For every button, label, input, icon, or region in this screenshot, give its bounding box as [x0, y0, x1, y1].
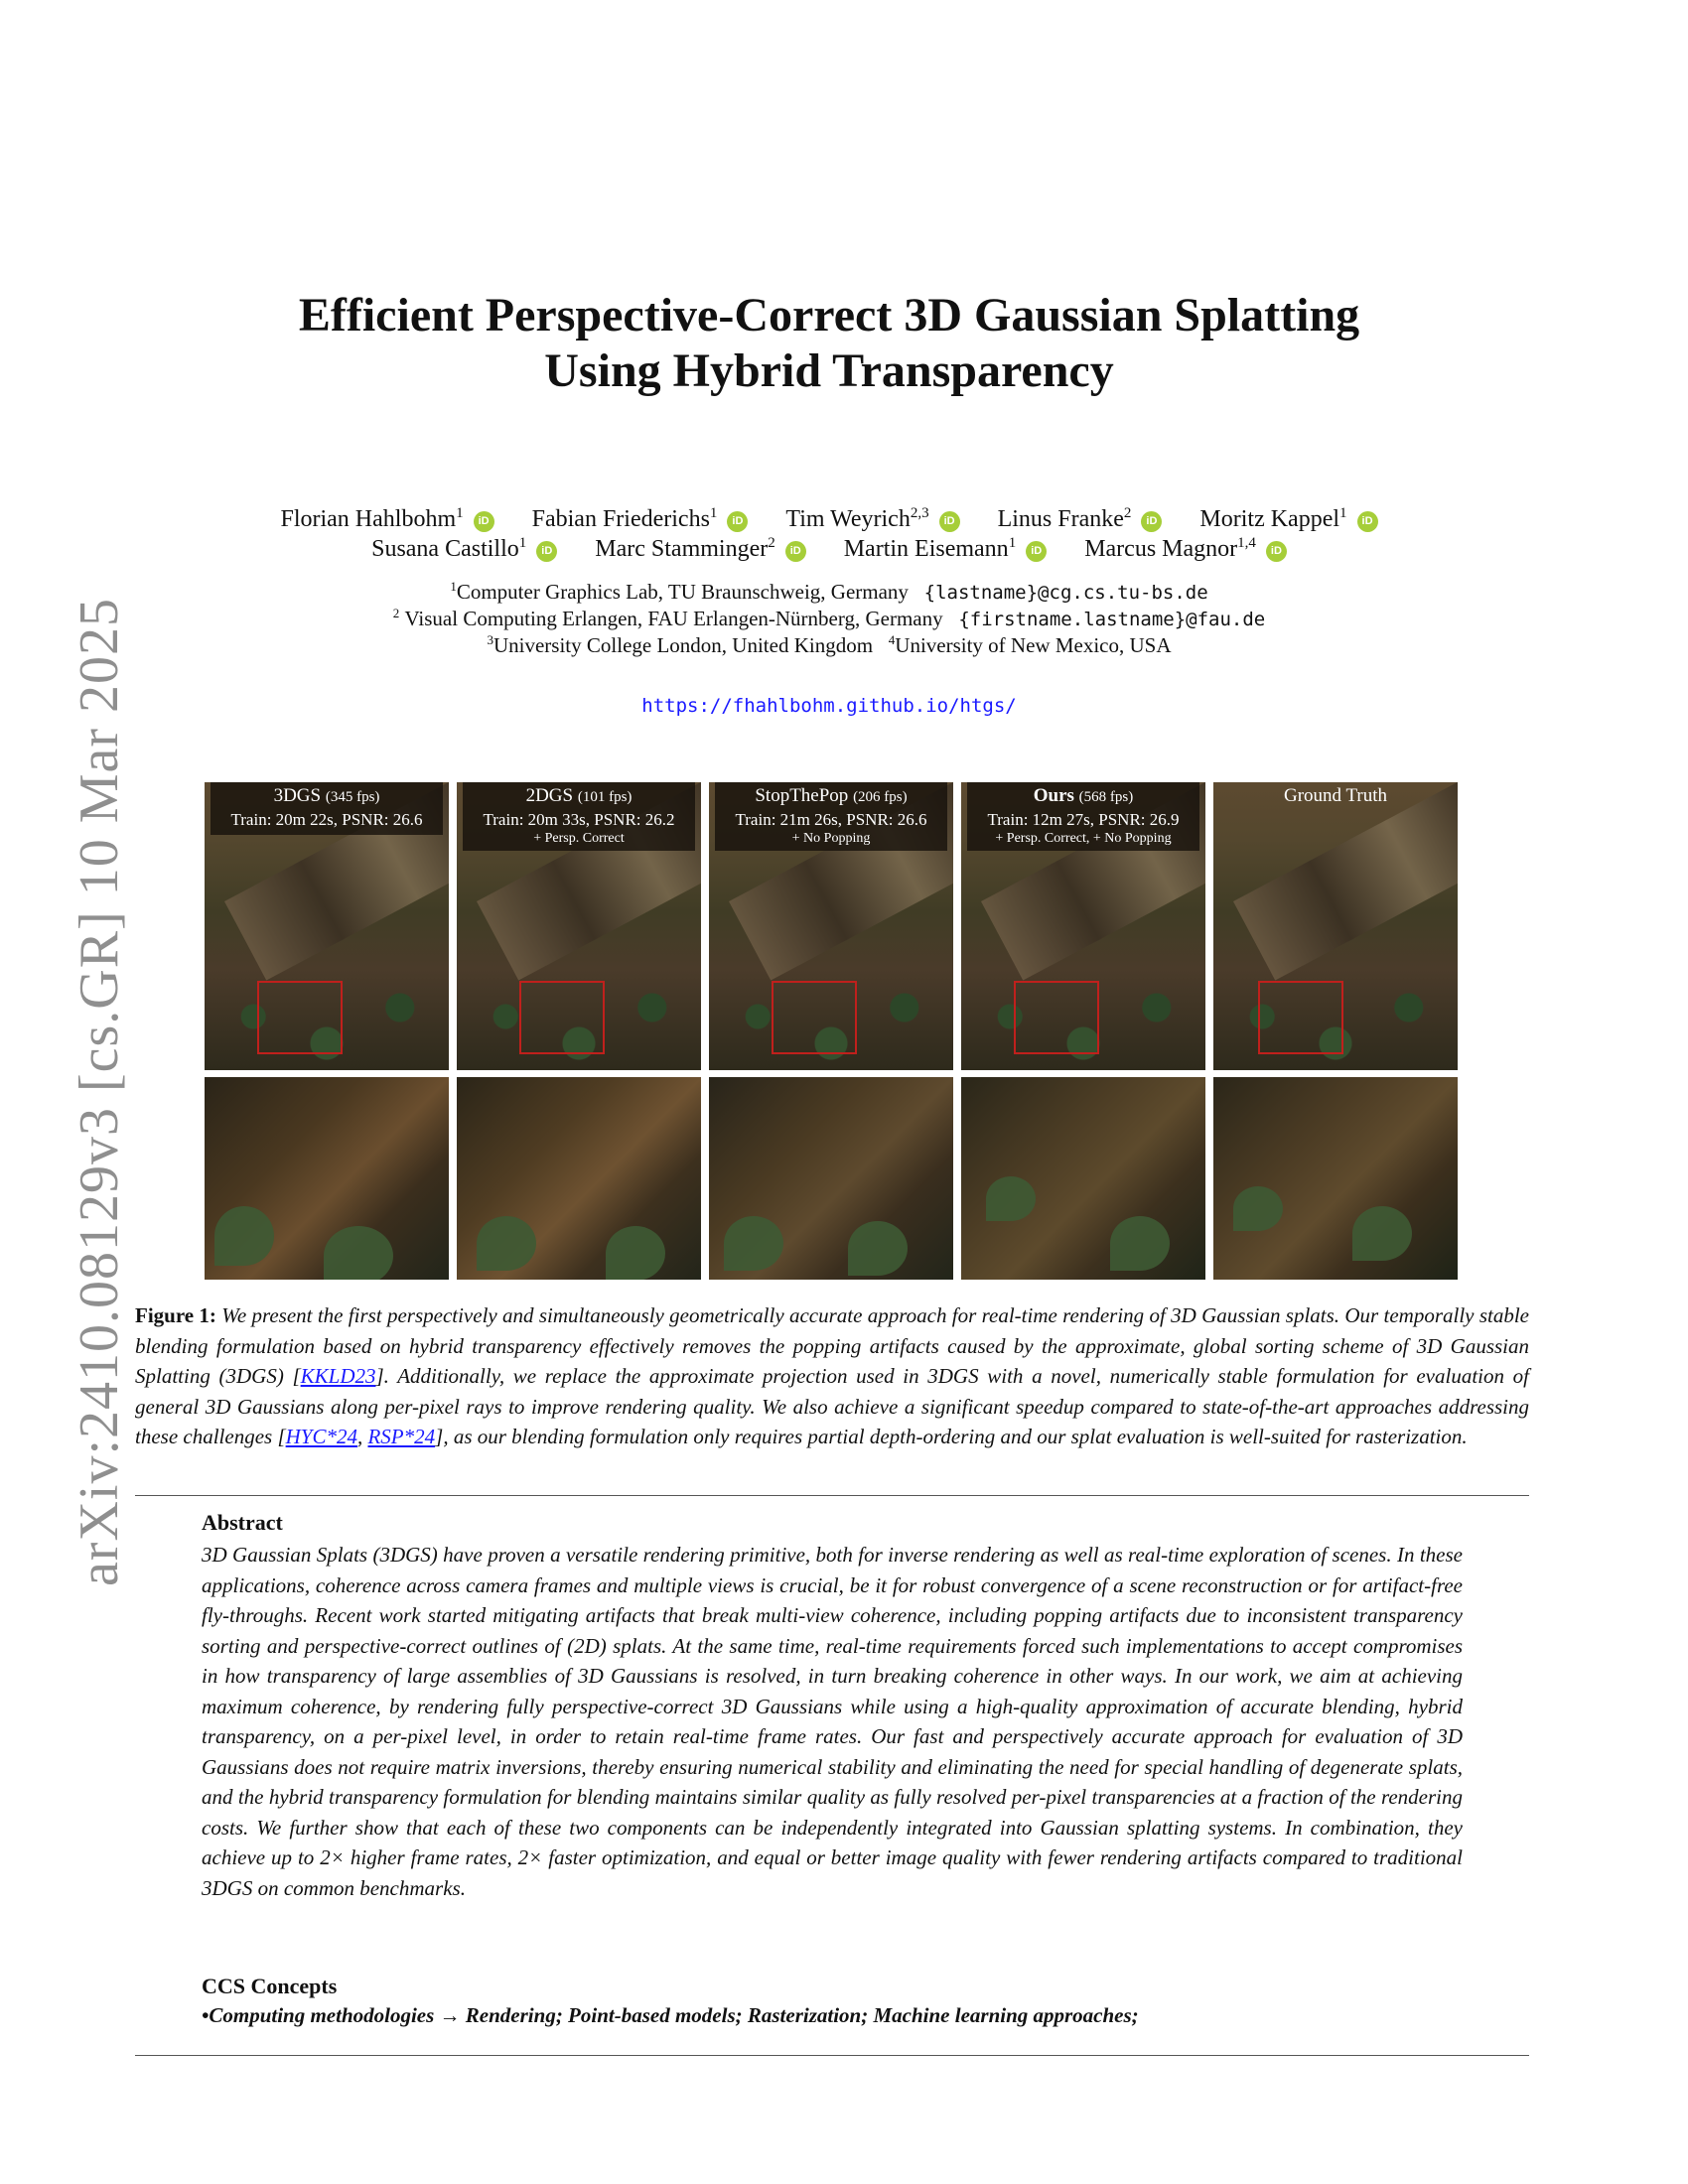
author-name: Marc Stamminger: [595, 536, 769, 562]
author-affil-sup: 2: [1123, 505, 1132, 521]
caption-text: ]. Additionally, we replace the approximate projection used in 3DGS with a novel, numerically stable formulation for evaluation of general 3D Gaussians along per-pixel rays to improve rendering quality. We also achieve a significant speedup compared to state-of-the-art approaches addressing these challenges [: [135, 1364, 1529, 1448]
author-affil-sup: 2,3: [910, 505, 929, 521]
citation-link[interactable]: KKLD23: [300, 1364, 376, 1388]
zoom-region-box: [1258, 981, 1343, 1054]
abstract-text: 3D Gaussian Splats (3DGS) have proven a versatile rendering primitive, both for inverse rendering as well as real-time exploration of scenes. In these applications, coherence across camera frames and multiple views is crucial, be it for robust convergence of a scene reconstruction or for artifact-free fly-throughs. Recent work started mitigating artifacts that break multi-view coherence, including popping artifacts due to inconsistent transparency sorting and perspective-correct outlines of (2D) splats. At the same time, real-time requirements forced such implementations to accept compromises in how transparency of large assemblies of 3D Gaussians is resolved, in turn breaking coherence in other ways. In our work, we aim at achieving maximum coherence, by rendering fully perspective-correct 3D Gaussians while using a high-quality approximation of accurate blending, hybrid transparency, on a per-pixel level, in order to retain real-time frame rates. Our fast and perspectively accurate approach for evaluation of 3D Gaussians does not require matrix inversions, thereby ensuring numerical stability and eliminating the need for special handling of degenerate splats, and the hybrid transparency formulation for blending maintains similar quality as fully resolved per-pixel transparencies at a fraction of the rendering costs. We further show that each of these two components can be independently integrated into Gaussian splatting systems. In combination, they achieve up to 2× higher frame rates, 2× faster optimization, and equal or better image quality with fewer rendering artifacts compared to traditional 3DGS on common benchmarks.: [202, 1543, 1463, 1900]
authors-row-2: [0, 528, 1658, 564]
leaf-shape: [724, 1216, 783, 1271]
method-fps: (101 fps): [577, 789, 633, 805]
method-feature-note: + No Popping: [791, 831, 871, 846]
zoom-region-box: [519, 981, 605, 1054]
author-affil-sup: 1: [518, 535, 527, 551]
leaf-shape: [477, 1216, 536, 1271]
affil-text: University of New Mexico, USA: [895, 633, 1172, 657]
method-train-stats: Train: 20m 33s, PSNR: 26.2: [483, 810, 675, 829]
panel-label: [1219, 782, 1452, 812]
method-fps: (345 fps): [325, 789, 380, 805]
project-url-link[interactable]: https://fhahlbohm.github.io/htgs/: [641, 695, 1017, 717]
author: [844, 528, 1047, 564]
method-feature-note: + Persp. Correct, + No Popping: [995, 831, 1172, 846]
figure-panel-ground-truth: [1213, 782, 1458, 1070]
affil-email: {firstname.lastname}@fau.de: [958, 609, 1266, 630]
author-name: Susana Castillo: [371, 536, 519, 562]
caption-text: ,: [356, 1425, 368, 1448]
citation-link[interactable]: HYC*24: [285, 1425, 357, 1448]
figure-panel-2dgs: [457, 782, 701, 1070]
zoom-region-box: [257, 981, 343, 1054]
paper-title: [0, 288, 1658, 399]
figure-label: Figure 1:: [135, 1303, 216, 1327]
affil-sup: 4: [888, 632, 896, 647]
panel-label: [211, 782, 443, 835]
figure-panel-stopthepop: [709, 782, 953, 1070]
method-name: 2DGS: [525, 785, 574, 806]
author-affil-sup: 2: [768, 535, 775, 551]
method-name: StopThePop: [755, 785, 849, 806]
affil-text: Visual Computing Erlangen, FAU Erlangen-Nürnberg, Germany: [404, 607, 943, 630]
title-line-1: Efficient Perspective-Correct 3D Gaussian Splatting: [298, 289, 1360, 341]
panel-label: [967, 782, 1199, 851]
zoom-crop-stopthepop: [709, 1077, 953, 1280]
panel-label: [463, 782, 695, 851]
leaf-shape: [1233, 1186, 1283, 1231]
zoom-crop-3dgs: [205, 1077, 449, 1280]
caption-text: ], as our blending formulation only requires partial depth-ordering and our splat evaluation is well-suited for rasterization.: [435, 1425, 1468, 1448]
orcid-icon[interactable]: iD: [939, 511, 960, 532]
zoom-region-box: [772, 981, 857, 1054]
method-fps: (206 fps): [853, 789, 908, 805]
figure-caption: [135, 1300, 1529, 1452]
title-line-2: Using Hybrid Transparency: [544, 344, 1114, 397]
method-name: 3DGS: [273, 785, 322, 806]
orcid-icon[interactable]: iD: [1026, 541, 1047, 562]
author: [1084, 528, 1287, 564]
panel-label: [715, 782, 947, 851]
affil-text: Computer Graphics Lab, TU Braunschweig, Germany: [456, 580, 909, 604]
affil-text: University College London, United Kingdom: [492, 633, 874, 657]
orcid-icon[interactable]: iD: [536, 541, 557, 562]
author-affil-sup: 1: [456, 505, 464, 521]
orcid-icon[interactable]: iD: [474, 511, 494, 532]
author-name: Fabian Friederichs: [531, 506, 710, 532]
orcid-icon[interactable]: iD: [1141, 511, 1162, 532]
author-name: Florian Hahlbohm: [280, 506, 457, 532]
author-name: Martin Eisemann: [843, 536, 1009, 562]
citation-link[interactable]: RSP*24: [367, 1425, 436, 1448]
author-name: Linus Franke: [997, 506, 1124, 532]
method-fps: (568 fps): [1078, 789, 1134, 805]
orcid-icon[interactable]: iD: [785, 541, 806, 562]
leaf-shape: [986, 1176, 1036, 1221]
zoom-crop-ground-truth: [1213, 1077, 1458, 1280]
section-divider: [135, 1495, 1529, 1496]
leaf-shape: [1110, 1216, 1170, 1271]
leaf-shape: [1352, 1206, 1412, 1261]
affiliation-line-3: [0, 626, 1658, 659]
orcid-icon[interactable]: iD: [1357, 511, 1378, 532]
ccs-heading: CCS Concepts: [202, 1974, 338, 1998]
zoom-crop-ours: [961, 1077, 1205, 1280]
author: [595, 528, 805, 564]
author-name: Marcus Magnor: [1084, 536, 1238, 562]
method-train-stats: Train: 20m 22s, PSNR: 26.6: [230, 810, 423, 829]
author-affil-sup: 1: [1008, 535, 1017, 551]
caption-text: We present the first perspectively and simultaneously geometrically accurate approach for real-time rendering of 3D Gaussian splats. Our temporally stable blending formulation based on hybrid transparency effectively removes the popping artifacts caused by the approximate, global sorting scheme of 3D Gaussian Splatting (3DGS) [: [135, 1303, 1529, 1388]
orcid-icon[interactable]: iD: [727, 511, 748, 532]
leaf-shape: [848, 1221, 908, 1276]
leaf-shape: [324, 1226, 393, 1280]
section-divider: [135, 2055, 1529, 2056]
ccs-concepts: •Computing methodologies → Rendering; Point-based models; Rasterization; Machine learning approaches;: [202, 2003, 1139, 2027]
leaf-shape: [214, 1206, 274, 1266]
method-name: Ours: [1033, 785, 1074, 806]
affil-sup: 3: [487, 632, 493, 647]
method-name: Ground Truth: [1284, 785, 1387, 806]
author-name: Moritz Kappel: [1199, 506, 1340, 532]
method-train-stats: Train: 21m 26s, PSNR: 26.6: [735, 810, 927, 829]
zoom-region-box: [1014, 981, 1099, 1054]
affil-sup: 1: [450, 579, 457, 594]
abstract-heading: Abstract: [202, 1510, 283, 1535]
author-name: Tim Weyrich: [785, 506, 911, 532]
affil-sup: 2: [392, 606, 400, 620]
arxiv-stamp: arXiv:2410.08129v3 [cs.GR] 10 Mar 2025: [69, 597, 130, 1587]
orcid-icon[interactable]: iD: [1266, 541, 1287, 562]
method-feature-note: + Persp. Correct: [533, 831, 625, 846]
figure-panel-3dgs: [205, 782, 449, 1070]
zoom-crop-2dgs: [457, 1077, 701, 1280]
author-affil-sup: 1: [1339, 505, 1347, 521]
author-affil-sup: 1,4: [1237, 535, 1256, 551]
affil-email: {lastname}@cg.cs.tu-bs.de: [923, 582, 1208, 604]
leaf-shape: [606, 1226, 665, 1280]
author-affil-sup: 1: [709, 505, 718, 521]
method-train-stats: Train: 12m 27s, PSNR: 26.9: [987, 810, 1180, 829]
figure-panel-ours: [961, 782, 1205, 1070]
author: [371, 528, 557, 564]
